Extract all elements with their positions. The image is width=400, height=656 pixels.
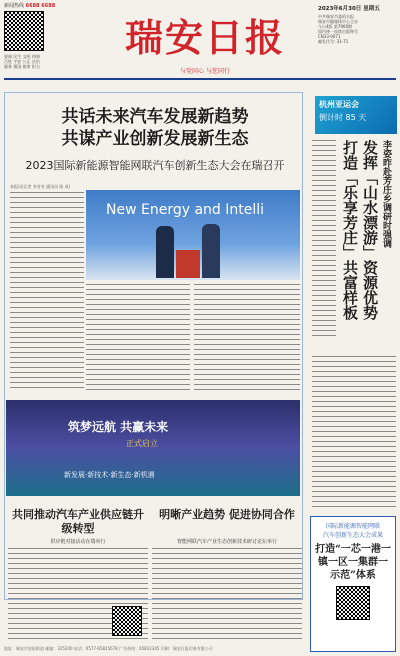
right-main-headline-1[interactable]: 发挥「山水漂游」资源优势 bbox=[361, 140, 379, 320]
hotline-number: 6688 6688 bbox=[25, 3, 56, 9]
lead-photo-stage bbox=[86, 190, 300, 280]
story3-body bbox=[152, 548, 302, 640]
slogan: 与党同心 与您同行 bbox=[180, 68, 230, 75]
lead-headline[interactable]: 共话未来汽车发展新趋势 共谋产业创新发展新生态 bbox=[61, 107, 249, 149]
photo2-subtitle: 正式启立 bbox=[126, 439, 158, 448]
leader-column-title: 李姿昨赴芳庄乡调研时强调 bbox=[381, 140, 391, 248]
lead-body-right bbox=[194, 284, 300, 394]
right-body-top bbox=[312, 140, 336, 340]
photo-figure-left bbox=[156, 226, 174, 278]
results-box[interactable]: 国际新能源智能网联 汽车创新生态大会成果 打造“一芯一港一镇一区一集群一示范”体系 bbox=[310, 516, 396, 652]
issue-info: 中共瑞安市委机关报 瑞安市融媒体中心主办 今日4版 第7900期 国内统一连续出版物号 CN33-0071 邮发代号: 31-71 bbox=[318, 14, 358, 44]
story2-qr-code bbox=[112, 606, 142, 636]
issue-date: 2023年6月30日 星期五 bbox=[318, 6, 380, 12]
story3-headline[interactable]: 明晰产业趋势 促进协同合作 bbox=[159, 508, 295, 521]
lead-photo-ceremony bbox=[6, 400, 300, 496]
lead-body-mid bbox=[86, 284, 190, 394]
photo2-banner: 新发展·新技术·新生态·新机遇 bbox=[64, 471, 155, 479]
footer: 地址：瑞安市安阳街道 邮编：325200 电话：0577-65815678 广告热线：65812345 印刷：瑞安日报印务有限公司 bbox=[4, 646, 213, 651]
masthead-rule bbox=[4, 78, 396, 80]
photo2-title: 筑梦远航 共赢未来 bbox=[68, 420, 169, 434]
lead-byline: 本报讯(记者 李芳芳 通讯员 陈 成) bbox=[10, 184, 71, 189]
photo-figure-right bbox=[202, 224, 220, 278]
story3-subhead: 智能网联汽车产业生态创新技术研讨论坛举行 bbox=[176, 539, 277, 545]
asian-games-countdown[interactable]: 杭州亚运会 倒计时 85 天 bbox=[315, 96, 397, 134]
story2-subhead: 供应链对接活动在瑞举行 bbox=[50, 539, 106, 545]
right-main-headline-2[interactable]: 打造「乐享芳庄」共富样板 bbox=[341, 140, 359, 320]
lead-body-left bbox=[10, 192, 84, 392]
story2-headline[interactable]: 共同推动汽车产业供应链升级转型 bbox=[12, 508, 144, 535]
results-qr-code bbox=[336, 586, 370, 620]
results-headline: 打造“一芯一港一镇一区一集群一示范”体系 bbox=[315, 544, 391, 581]
right-body-mid bbox=[312, 356, 396, 510]
photo-podium bbox=[176, 250, 200, 278]
photo-banner-text: New Energy and Intelli bbox=[106, 202, 265, 218]
hotline: 新闻热线 6688 6688 bbox=[4, 3, 56, 9]
masthead: 瑞安日报 bbox=[124, 15, 285, 60]
lead-subhead: 2023国际新能源智能网联汽车创新生态大会在瑞召开 bbox=[25, 159, 285, 172]
header-qr-code bbox=[4, 11, 44, 51]
header-qr-caption: 要闻 民生 文明 和谐 百姓 平安 公正 法治 服务 强国 使命 担当 bbox=[4, 54, 40, 69]
